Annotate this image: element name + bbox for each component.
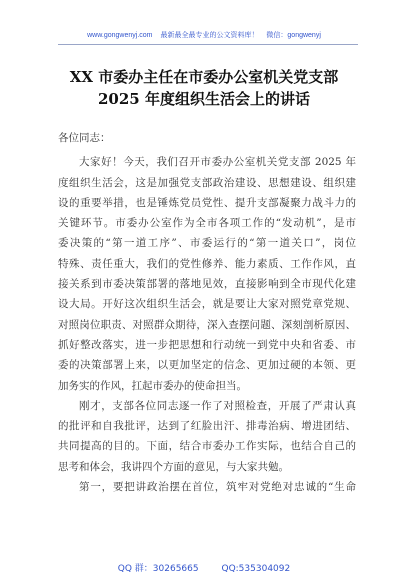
page-header — [0, 30, 408, 40]
paragraph-3-line-1: 第一，要把讲政治摆在首位，筑牢对党绝对忠诚的“生命 — [79, 481, 356, 494]
title-line-2: 2025 年度组织生活会上的讲话 — [98, 90, 310, 108]
paragraph-2-line-2: 的批评和自我批评，达到了红脸出汗、排毒治病、增进团结、 — [58, 420, 356, 433]
paragraph-1-line-5: 委决策的“第一道工序”、市委运行的“第一道关口”，岗位 — [58, 237, 356, 250]
document-title — [0, 66, 408, 110]
header-wechat: 微信：gongwenyj — [266, 32, 321, 39]
header-divider — [58, 44, 358, 45]
paragraph-1-line-4: 关键环节。市委办公室作为全市各项工作的“发动机”，是市 — [58, 217, 356, 230]
paragraph-1-line-6: 特殊、责任重大，我们的党性修养、能力素质、工作作风，直 — [58, 257, 356, 270]
page-footer — [0, 561, 408, 574]
paragraph-2-line-4: 思考和体会，我讲四个方面的意见，与大家共勉。 — [58, 460, 289, 473]
paragraph-1-line-2: 度组织生活会，这是加强党支部政治建设、思想建设、组织建 — [58, 176, 356, 189]
footer-qq-group: QQ 群：30265665 — [117, 564, 199, 574]
document-body — [58, 128, 356, 497]
title-line-1: XX 市委办主任在市委办公室机关党支部 — [69, 68, 339, 86]
paragraph-1-line-3: 设的重要举措，也是锤炼党员党性、提升支部凝聚力战斗力的 — [58, 196, 356, 209]
paragraph-1-line-9: 对照岗位职责、对照群众期待，深入查摆问题、深刻剖析原因、 — [58, 318, 356, 331]
footer-qq: QQ:535304092 — [221, 564, 291, 574]
paragraph-1-line-10: 抓好整改落实，进一步把思想和行动统一到党中央和省委、市 — [58, 338, 356, 351]
paragraph-1-line-12: 加务实的作风，扛起市委办的使命担当。 — [58, 379, 247, 392]
paragraph-1-line-11: 委的决策部署上来，以更加坚定的信念、更加过硬的本领、更 — [58, 359, 356, 372]
greeting: 各位同志： — [58, 132, 111, 144]
paragraph-1-line-8: 设大局。开好这次组织生活会，就是要让大家对照党章党规、 — [58, 298, 356, 311]
paragraph-1-line-1: 大家好！今天，我们召开市委办公室机关党支部 2025 年 — [79, 156, 356, 169]
header-site[interactable]: www.gongwenyj.com — [87, 32, 153, 39]
header-slogan: 最新最全最专业的公文资料库！ — [160, 32, 259, 39]
paragraph-1-line-7: 接关系到市委决策部署的落地见效，直接影响到全市现代化建 — [58, 278, 356, 291]
paragraph-2-line-1: 刚才，支部各位同志逐一作了对照检查，开展了严肃认真 — [79, 399, 356, 412]
paragraph-2-line-3: 共同提高的目的。下面，结合市委办工作实际，也结合自己的 — [58, 440, 356, 453]
